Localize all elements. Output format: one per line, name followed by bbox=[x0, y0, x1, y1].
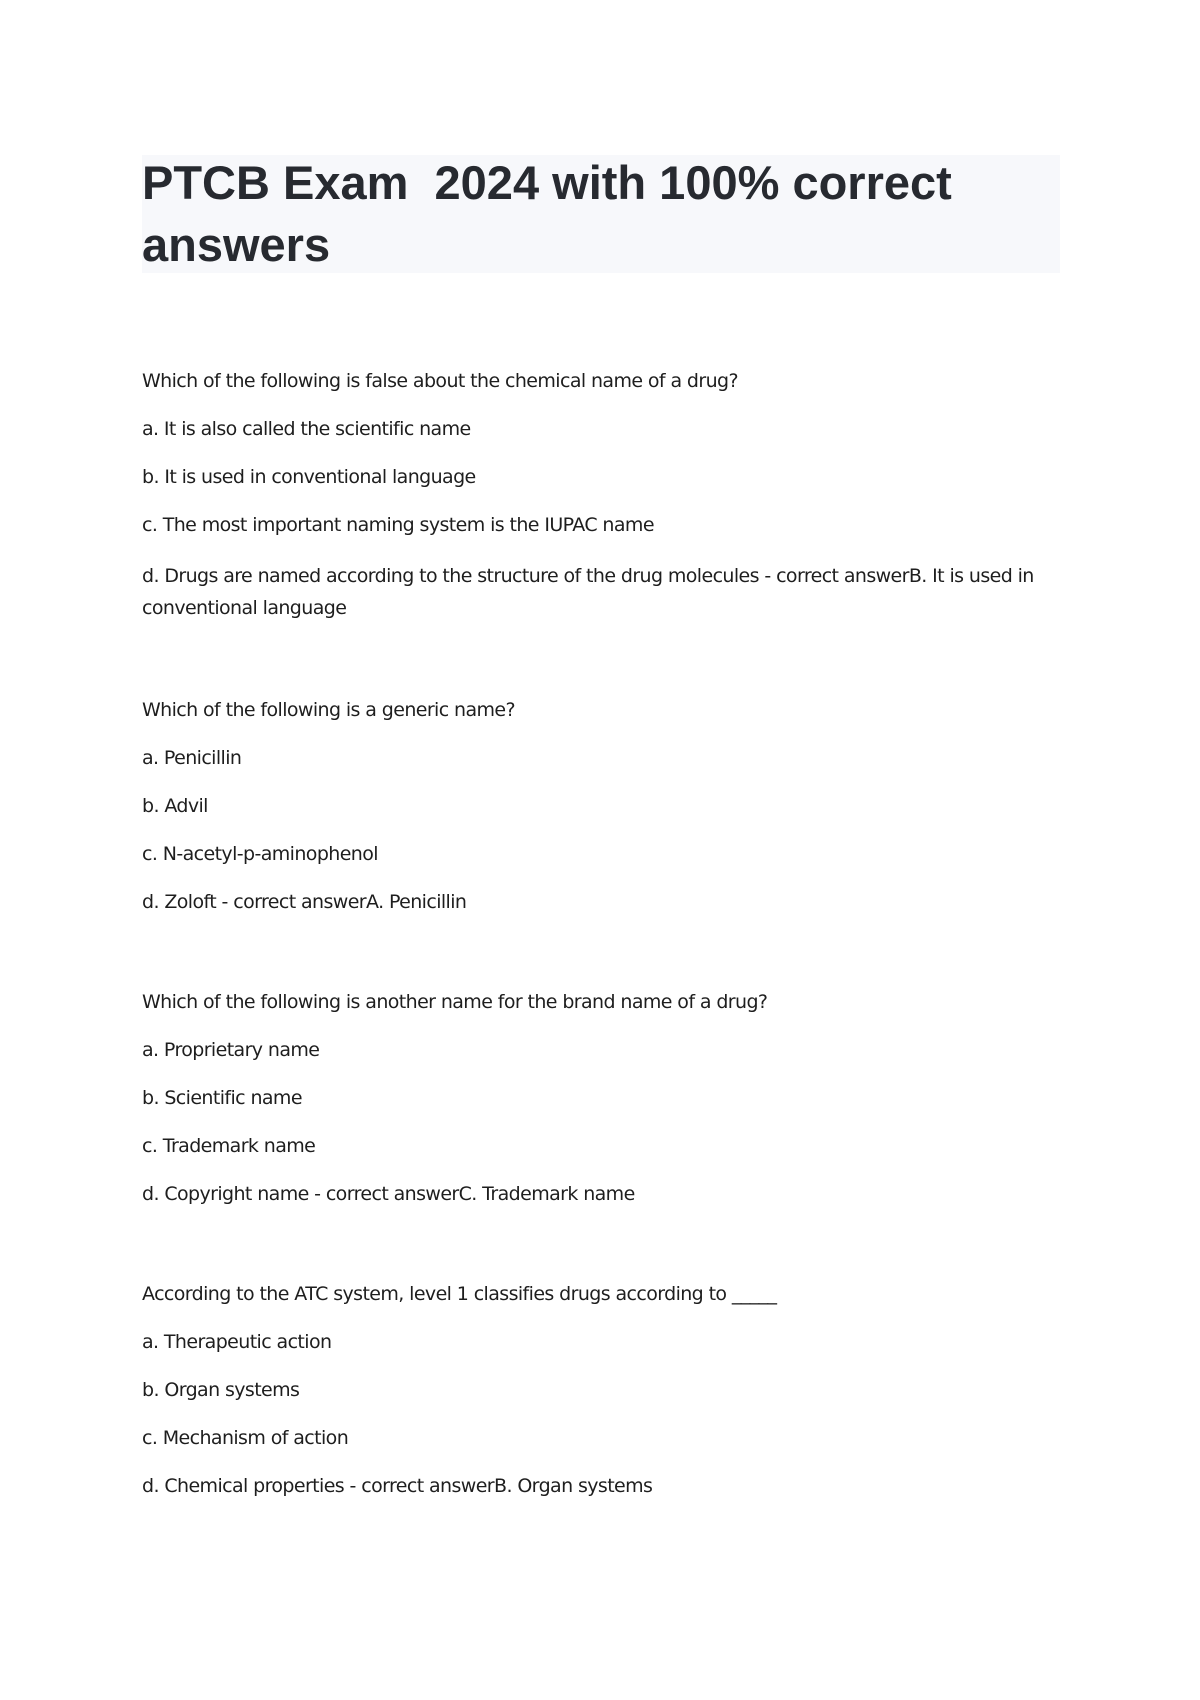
question-text: Which of the following is a generic name? bbox=[142, 699, 515, 721]
answer-option-c: c. Trademark name bbox=[142, 1135, 316, 1157]
answer-option-b: b. Organ systems bbox=[142, 1379, 300, 1401]
answer-option-c: c. The most important naming system is the IUPAC name bbox=[142, 514, 654, 536]
page-title: PTCB Exam 2024 with 100% correct answers bbox=[142, 156, 965, 271]
answer-option-a: a. Therapeutic action bbox=[142, 1331, 332, 1353]
answer-option-d: d. Chemical properties - correct answerB. Organ systems bbox=[142, 1475, 653, 1497]
question-list bbox=[142, 368, 1042, 1573]
answer-option-c: c. Mechanism of action bbox=[142, 1427, 349, 1449]
answer-option-d: d. Copyright name - correct answerC. Trademark name bbox=[142, 1183, 635, 1205]
answer-option-d: d. Drugs are named according to the structure of the drug molecules - correct answerB. It is used in conventional language bbox=[142, 565, 1034, 619]
question-text: According to the ATC system, level 1 classifies drugs according to _____ bbox=[142, 1283, 777, 1305]
answer-option-b: b. Advil bbox=[142, 795, 208, 817]
answer-option-a: a. Penicillin bbox=[142, 747, 242, 769]
answer-option-b: b. Scientific name bbox=[142, 1087, 302, 1109]
question-1 bbox=[142, 368, 1042, 624]
answer-option-a: a. Proprietary name bbox=[142, 1039, 320, 1061]
answer-option-a: a. It is also called the scientific name bbox=[142, 418, 471, 440]
question-text: Which of the following is false about the chemical name of a drug? bbox=[142, 370, 738, 392]
answer-option-c: c. N-acetyl-p-aminophenol bbox=[142, 843, 378, 865]
answer-option-d: d. Zoloft - correct answerA. Penicillin bbox=[142, 891, 467, 913]
question-4 bbox=[142, 1281, 1042, 1500]
question-2 bbox=[142, 697, 1042, 916]
question-3 bbox=[142, 989, 1042, 1208]
answer-option-b: b. It is used in conventional language bbox=[142, 466, 476, 488]
question-text: Which of the following is another name for the brand name of a drug? bbox=[142, 991, 768, 1013]
